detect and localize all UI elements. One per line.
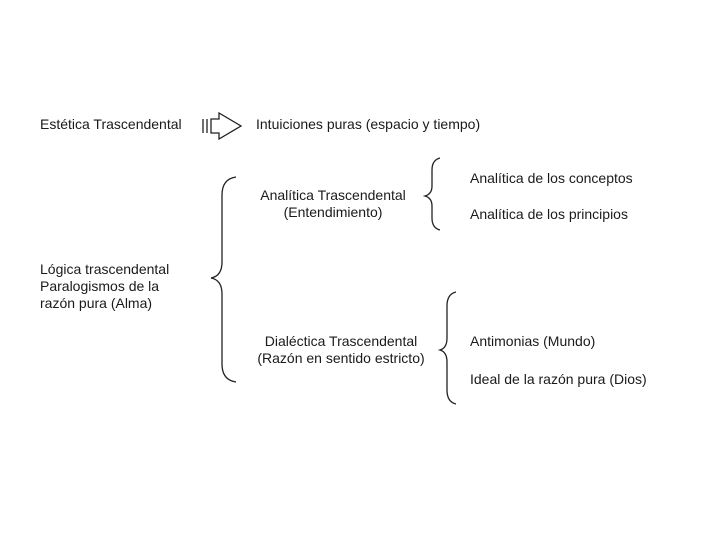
dialectica-title: Dialéctica Trascendental xyxy=(264,333,418,349)
dialectica-subtitle: (Razón en sentido estricto) xyxy=(257,350,425,366)
main-brace xyxy=(211,177,236,382)
intuiciones-label: Intuiciones puras (espacio y tiempo) xyxy=(256,116,481,132)
logica-label-line-1: Lógica trascendental xyxy=(40,261,170,277)
analitica-item-conceptos: Analítica de los conceptos xyxy=(470,170,633,186)
estetica-label: Estética Trascendental xyxy=(40,116,182,132)
dialectica-item-ideal: Ideal de la razón pura (Dios) xyxy=(470,371,647,387)
analitica-brace xyxy=(425,158,440,230)
analitica-subtitle: (Entendimiento) xyxy=(283,204,383,220)
double-arrow-right-icon xyxy=(203,113,241,139)
analitica-item-principios: Analítica de los principios xyxy=(470,206,628,222)
dialectica-item-antimonias: Antimonias (Mundo) xyxy=(470,333,596,349)
dialectica-brace xyxy=(440,292,456,404)
logica-label-line-3: razón pura (Alma) xyxy=(40,295,153,311)
analitica-title: Analítica Trascendental xyxy=(260,187,406,203)
logica-label-line-2: Paralogismos de la xyxy=(40,278,160,294)
